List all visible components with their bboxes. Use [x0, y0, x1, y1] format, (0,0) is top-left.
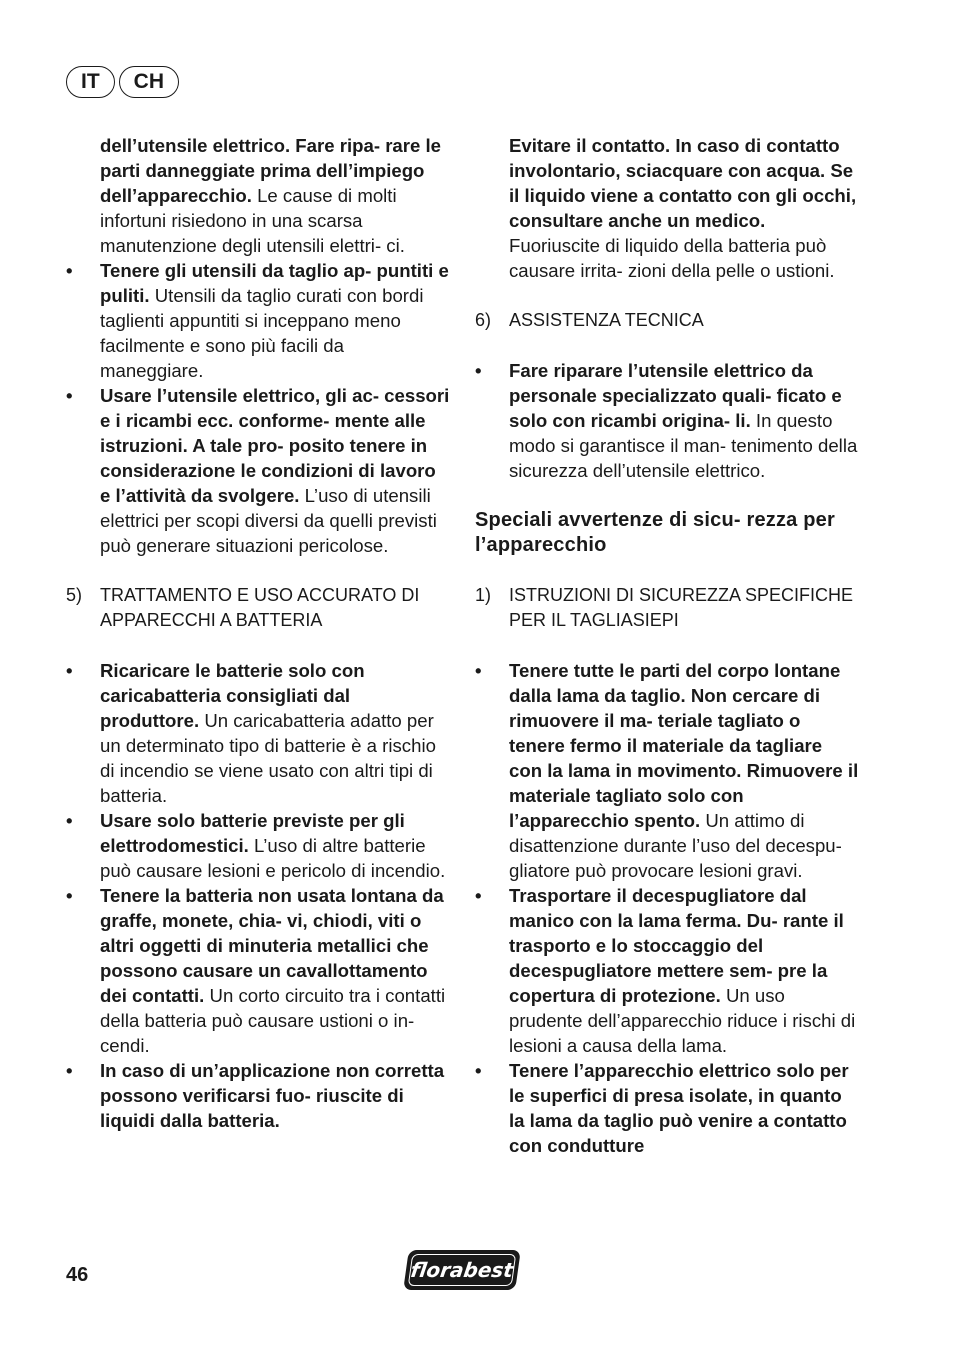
language-badge-ch: CH [119, 66, 179, 98]
body-text: L’uso di utensili elettrici per scopi diversi da quelli previsti può generare situazioni pericolose. [100, 485, 437, 556]
bold-text: Trasportare il decespugliatore dal manico con la lama ferma. Du- rante il trasporto e lo stoccaggio del decespugliatore mettere sem- pre la copertura di protezione. [509, 885, 844, 1006]
bold-text: Tenere l’apparecchio elettrico solo per le superfici di presa isolate, in quanto la lama da taglio può venire a contatto con condutture [509, 1060, 849, 1156]
list-item [475, 358, 859, 483]
body-text: Un caricabatteria adatto per un determinato tipo di batterie è a rischio di incendio se viene usato con altri tipi di batteria. [100, 710, 436, 806]
logo-text: florabest [408, 1254, 516, 1286]
section-title: TRATTAMENTO E USO ACCURATO DI APPARECCHI A BATTERIA [100, 585, 420, 630]
paragraph [475, 133, 859, 283]
section-main-heading: Speciali avvertenze di sicu- rezza per l’apparecchio [475, 509, 835, 556]
bullet-icon: • [66, 810, 73, 831]
bold-text: Tenere gli utensili da taglio ap- puntiti e puliti. [100, 260, 449, 306]
list-item [66, 383, 450, 558]
page-number: 46 [66, 1264, 89, 1286]
section-title: ASSISTENZA TECNICA [509, 310, 704, 330]
body-text: Le cause di molti infortuni risiedono in una scarsa manutenzione degli utensili elettri- ci. [100, 185, 405, 256]
bold-text: dell’utensile elettrico. Fare ripa- rare le parti danneggiate prima dell’impiego dell’apparecchio. [100, 135, 442, 206]
bullet-icon: • [475, 885, 482, 906]
bullet-icon: • [66, 885, 73, 906]
bullet-icon: • [66, 660, 73, 681]
bold-text: Usare solo batterie previste per gli elettrodomestici. [100, 810, 405, 856]
section-number: 5) [66, 585, 83, 605]
body-text: Fuoriuscite di liquido della batteria può causare irrita- zioni della pelle o ustioni. [509, 235, 835, 281]
paragraph [66, 133, 450, 258]
bullet-icon: • [66, 385, 73, 406]
section-title: ISTRUZIONI DI SICUREZZA SPECIFICHE PER IL TAGLIASIEPI [509, 585, 854, 630]
language-badge-it: IT [66, 66, 115, 98]
section-heading [475, 583, 859, 633]
left-column [66, 133, 450, 1133]
list-item [66, 808, 450, 883]
bullet-icon: • [66, 1060, 73, 1081]
list-item [66, 658, 450, 808]
bold-text: Tenere tutte le parti del corpo lontane dalla lama da taglio. Non cercare di rimuovere il ma- teriale tagliato o tenere fermo il materiale da tagliare con la lama in movimento. Rimuovere il materiale tagliato solo con l’apparecchio spento. [509, 660, 859, 831]
list-item [66, 258, 450, 383]
body-text: Un corto circuito tra i contatti della batteria può causare ustioni o in- cendi. [100, 985, 446, 1056]
florabest-logo [403, 1250, 521, 1290]
bold-text: In caso di un’applicazione non corretta possono verificarsi fuo- riuscite di liquidi dalla batteria. [100, 1060, 445, 1131]
bold-text: Tenere la batteria non usata lontana da graffe, monete, chia- vi, chiodi, viti o altri oggetti di minuteria metallici che possono causare un cavallottamento dei contatti. [100, 885, 444, 1006]
bold-text: Ricaricare le batterie solo con caricabatteria consigliati dal produttore. [100, 660, 365, 731]
body-text: L’uso di altre batterie può causare lesioni e pericolo di incendio. [100, 835, 446, 881]
language-badges [66, 66, 179, 98]
section-heading [475, 308, 859, 333]
bullet-icon: • [475, 1060, 482, 1081]
bullet-icon: • [66, 260, 73, 281]
section-number: 6) [475, 310, 492, 330]
list-item [475, 658, 859, 883]
bullet-icon: • [475, 660, 482, 681]
bold-text: Usare l’utensile elettrico, gli ac- cessori e i ricambi ecc. conforme- mente alle istruzioni. A tale pro- posito tenere in considerazione le condizioni di lavoro e l’attività da svolgere. [100, 385, 450, 506]
list-item [66, 883, 450, 1058]
section-heading [66, 583, 450, 633]
body-text: Un uso prudente dell’apparecchio riduce i rischi di lesioni a causa della lama. [509, 985, 856, 1056]
bold-text: Fare riparare l’utensile elettrico da personale specializzato quali- ficato e solo con ricambi origina- li. [509, 360, 842, 431]
body-text: Un attimo di disattenzione durante l’uso del decespu- gliatore può provocare lesioni gravi. [509, 810, 842, 881]
body-text: In questo modo si garantisce il man- tenimento della sicurezza dell’utensile elettrico. [509, 410, 858, 481]
bold-text: Evitare il contatto. In caso di contatto involontario, sciacquare con acqua. Se il liquido viene a contatto con gli occhi, consultare anche un medico. [509, 135, 857, 231]
list-item [66, 1058, 450, 1133]
body-text: Utensili da taglio curati con bordi taglienti appuntiti si inceppano meno facilmente e sono più facili da maneggiare. [100, 285, 424, 381]
right-column [475, 133, 859, 1158]
section-number: 1) [475, 585, 492, 605]
list-item [475, 883, 859, 1058]
bullet-icon: • [475, 360, 482, 381]
list-item [475, 1058, 859, 1158]
